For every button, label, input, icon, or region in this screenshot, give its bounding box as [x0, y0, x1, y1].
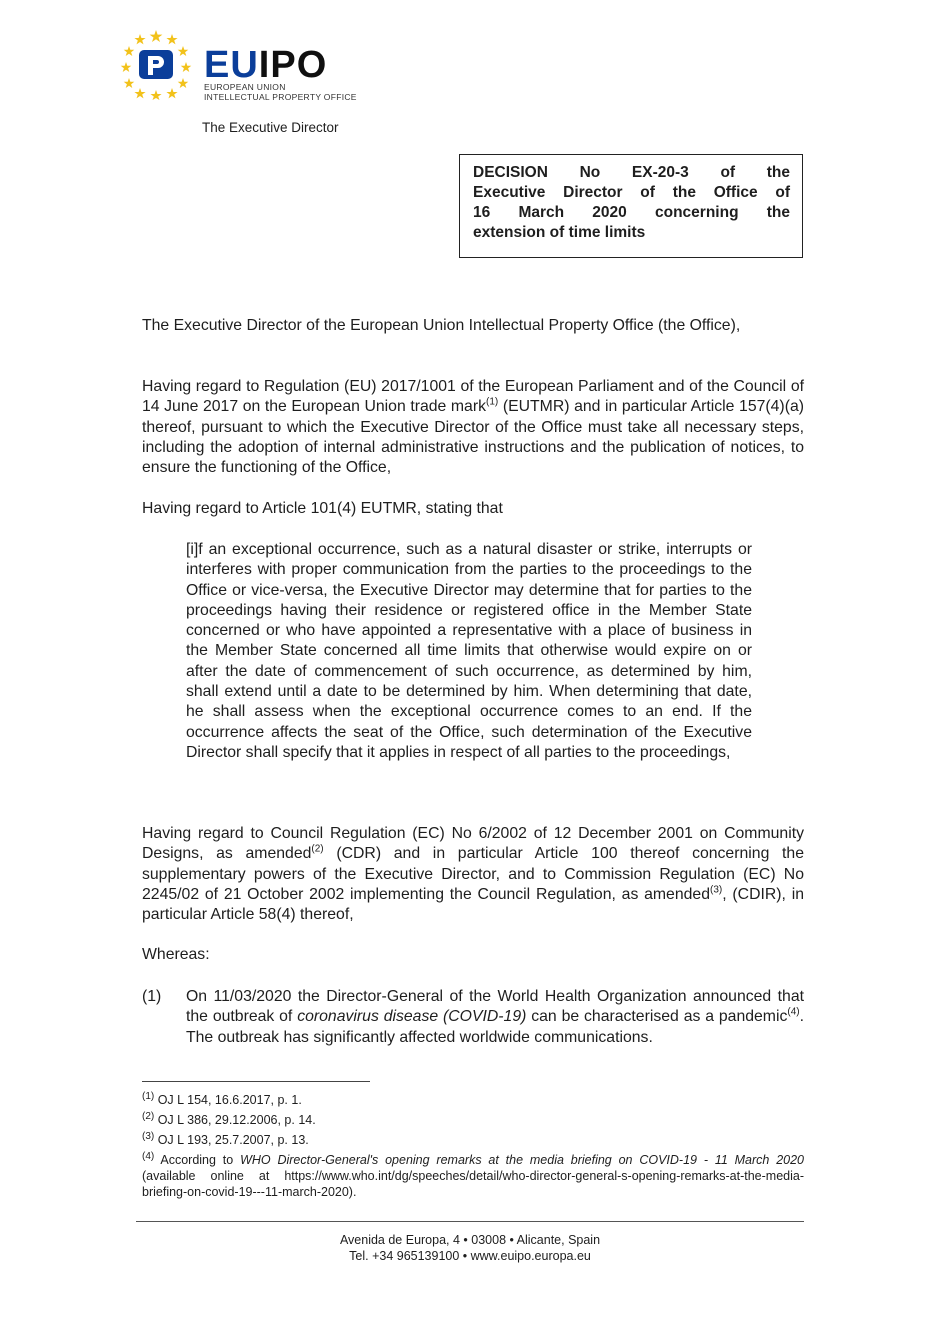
recital-1-text: On 11/03/2020 the Director-General of the World Health Organization announced that the outbreak of coronavirus disease (COVID-19) can be characterised as a pandemic$^{(4)}$. The outbreak has significantly affected worldwide communications.	[186, 988, 804, 1046]
footnote-2: $^{(2)}$ OJ L 386, 29.12.2006, p. 14.	[142, 1110, 316, 1127]
article-101-paragraph: Having regard to Article 101(4) EUTMR, stating that	[142, 500, 503, 517]
eutmr-paragraph: Having regard to Regulation (EU) 2017/1001 of the European Parliament and of the Council of 14 June 2017 on the European Union trade mark$^{(1)}$ (EUTMR) and in particular Article 157(4)(a) thereof, pursuant to which the Executive Director of the Office must take all necessary steps, including the adoption of internal administrative instructions and the publication of notices, to ensure the functioning of the Office,	[142, 378, 804, 477]
euipo-wordmark: EUIPO	[204, 44, 328, 86]
recital-number: (1)	[142, 988, 162, 1005]
footnote-ref-1: (1)	[486, 397, 499, 409]
euipo-logo	[120, 28, 390, 108]
executive-director-heading: The Executive Director	[202, 120, 339, 135]
article-101-quote: [i]f an exceptional occurrence, such as a natural disaster or strike, interrupts or interferes with proper communication from the parties to the proceedings to the Office or vice-versa, the Executive Director may determine that for parties to the proceedings having their residence or registered office in the Member State concerned or who have appointed a representative with a place of business in the Member State concerned all time limits that otherwise would expire on or after the date of commencement of such occurrence, as determined by him, shall extend until a date to be determined by him. When determining that date, he shall assess when the exceptional occurrence comes to an end. If the occurrence affects the seat of the Office, such determination of the Executive Director shall specify that it applies in respect of all parties to the proceedings,	[186, 541, 752, 761]
page-footer	[136, 1232, 804, 1264]
intro-paragraph: The Executive Director of the European Union Intellectual Property Office (the Office),	[142, 317, 741, 334]
decision-title-box: DECISION No EX-20-3 of the Executive Director of the Office of 16 March 2020 concerning the extension of time limits	[459, 154, 803, 258]
footnotes	[142, 1092, 804, 1204]
footnote-ref-2: (2)	[311, 844, 324, 856]
footnote-1: $^{(1)}$ OJ L 154, 16.6.2017, p. 1.	[142, 1090, 302, 1107]
footnote-ref-3: (3)	[710, 884, 723, 896]
footer-separator	[136, 1221, 804, 1222]
footnote-separator	[142, 1081, 370, 1082]
footer-contact: Tel. +34 965139100 • www.euipo.europa.eu	[349, 1249, 591, 1263]
footer-address: Avenida de Europa, 4 • 03008 • Alicante, Spain	[339, 1233, 601, 1247]
cdr-paragraph: Having regard to Council Regulation (EC) No 6/2002 of 12 December 2001 on Community Designs, as amended$^{(2)}$ (CDR) and in particular Article 100 thereof concerning the supplementary powers of the Executive Director, and to Commission Regulation (EC) No 2245/02 of 21 October 2002 implementing the Council Regulation, as amended$^{(3)}$, (CDIR), in particular Article 58(4) thereof,	[142, 825, 804, 924]
footnote-3: $^{(3)}$ OJ L 193, 25.7.2007, p. 13.	[142, 1130, 309, 1147]
logo-subtitle: EUROPEAN UNION INTELLECTUAL PROPERTY OFFICE	[204, 82, 357, 102]
footnote-ref-4: (4)	[787, 1007, 800, 1019]
whereas-label: Whereas:	[142, 946, 210, 963]
euipo-emblem-icon	[120, 28, 192, 100]
footnote-4: $^{(4)}$ According to WHO Director-General's opening remarks at the media briefing on COVID-19 - 11 March 2020 (available online at https://www.who.int/dg/speeches/detail/who-director-general-s-opening-remarks-at-the-media-briefing-on-covid-19---11-march-2020).	[142, 1150, 805, 1199]
